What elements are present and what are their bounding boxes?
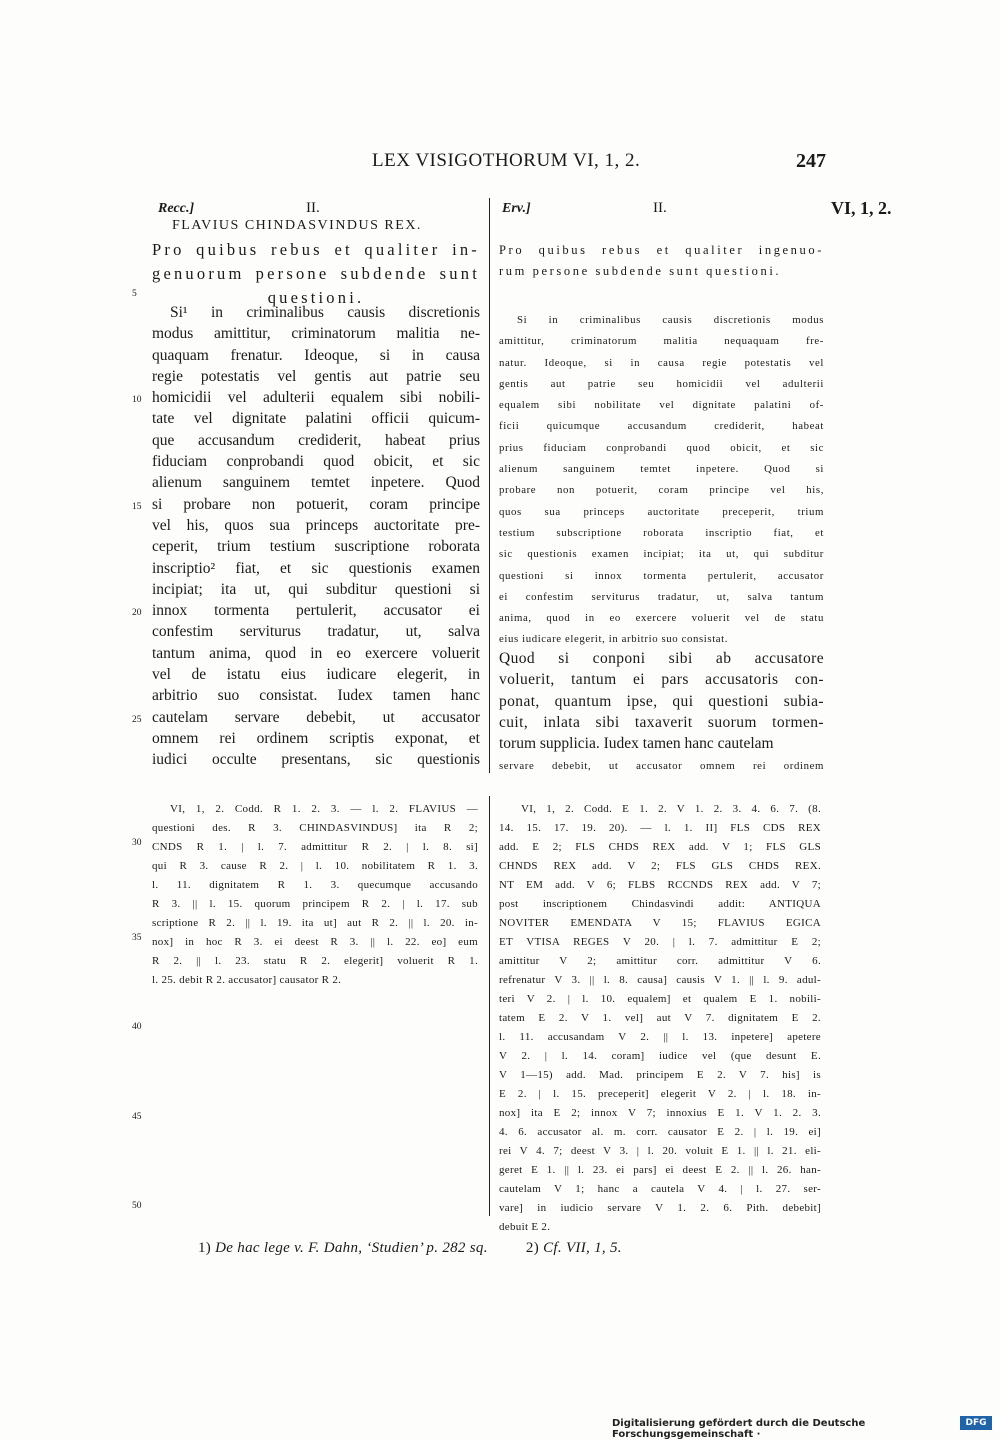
line-number: 25 (132, 715, 142, 725)
apparatus-line: tatem E 2. V 1. vel] aut V 7. dignitatem E 2. (499, 1012, 821, 1024)
text-line: homicidii vel adulterii equalem sibi nobili- (152, 389, 480, 407)
apparatus-line: amittitur V 2; amittitur corr. admittitur V 6. (499, 955, 821, 967)
body-text-left (152, 302, 480, 771)
column-divider (489, 198, 490, 773)
apparatus-line: CHNDS REX add. V 2; FLS GLS CHDS REX. (499, 860, 821, 872)
text-line: Quod si conponi sibi ab accusatore (499, 650, 824, 667)
apparatus-line: 14. 15. 17. 19. 20). — l. 1. II] FLS CDS REX (499, 822, 821, 834)
text-line: arbitrio suo consistat. Iudex tamen hanc (152, 687, 480, 705)
text-line: quaquam frenatur. Ideoque, si in causa (152, 346, 480, 364)
text-line: probare non potuerit, coram principe vel his, (499, 484, 824, 497)
text-line: alienum sanguinem temtet inpetere. Quod si (499, 463, 824, 476)
text-line: servare debebit, ut accusator omnem rei ordinem (499, 760, 824, 772)
apparatus-line: vare] in iudicio servare V 1. 2. 6. Pith. debebit] (499, 1202, 821, 1214)
title-line: Pro quibus rebus et qualiter in- (152, 240, 480, 259)
apparatus-line: R 3. || l. 15. quorum principem R 2. | l. 17. sub (152, 898, 478, 910)
running-title: LEX VISIGOTHORUM VI, 1, 2. (372, 150, 641, 171)
apparatus-line: add. E 2; FLS CHDS REX add. V 1; FLS GLS (499, 841, 821, 853)
text-line: fiduciam conprobandi quod obicit, et sic (152, 453, 480, 471)
text-line: testium subscriptione roborata inscriptio fiat, et (499, 526, 824, 539)
apparatus-line: V 2. | l. 14. coram] iudice vel (que desunt E. (499, 1050, 821, 1062)
text-line: tantum anima, quod in eo exercere voluerit (152, 644, 480, 662)
text-line: modus amittitur, criminatorum malitia ne- (152, 325, 480, 343)
apparatus-line: CNDS R 1. | l. 7. admittitur R 2. | l. 8. si] (152, 841, 478, 853)
footnote-marker: 2) (525, 1240, 540, 1256)
text-line: alienum sanguinem temtet inpetere. Quod (152, 474, 480, 492)
apparatus-line: l. 25. debit R 2. accusator] causator R 2. (152, 974, 342, 986)
text-line: innox tormenta pertulerit, accusator ei (152, 602, 480, 620)
apparatus-line: qui R 3. cause R 2. | l. 10. nobilitatem R 1. 3. (152, 860, 478, 872)
apparatus-line: teri V 2. | l. 10. equalem] et qualem E 1. nobili- (499, 993, 821, 1005)
text-line: anima, quod in eo exercere voluerit vel de statu (499, 612, 824, 625)
footnotes (198, 1240, 622, 1257)
text-line: quos sua princeps auctoritate preceperit, trium (499, 505, 824, 518)
recension-label-right: Erv.] (502, 201, 531, 216)
apparatus-line: E 2. | l. 15. preceperit] elegerit V 2. | l. 18. in- (499, 1088, 821, 1100)
title-line: rum persone subdende sunt questioni. (499, 264, 782, 278)
text-line: ei confestim serviturus tradatur, ut, salva tantum (499, 590, 824, 603)
text-line: ponat, quantum ipse, qui questioni subia- (499, 692, 824, 710)
apparatus-line: l. 11. accusandam V 2. || l. 13. inpetere] apetere (499, 1031, 821, 1043)
text-line: que accusandum crediderit, habeat prius (152, 431, 480, 449)
apparatus-line: questioni des. R 3. CHINDASVINDUS] ita R 2; (152, 822, 478, 834)
apparatus-line: ET VTISA REGES V 20. | l. 7. admittitur E 2; (499, 936, 821, 948)
apparatus-column-divider (489, 796, 490, 1216)
text-line: vel his, quos sua princeps auctoritate pre- (152, 516, 480, 534)
dfg-logo: DFG (960, 1416, 992, 1430)
law-number-left: II. (306, 200, 320, 216)
section-reference: VI, 1, 2. (831, 198, 892, 218)
apparatus-line: nox] ita E 2; innox V 7; innoxius E 1. V 1. 2. 3. (499, 1107, 821, 1119)
text-line: vel de istatu eius iudicare elegerit, in (152, 666, 480, 684)
recension-label-left: Recc.] (158, 201, 195, 216)
line-number: 45 (132, 1112, 142, 1122)
apparatus-line: 4. 6. accusator al. m. corr. causator E 2. | l. 19. ei] (499, 1126, 821, 1138)
apparatus-line: nox] in hoc R 3. ei deest R 3. || l. 22. eo] eum (152, 936, 478, 948)
text-line: ficii quicumque accusandum crediderit, habeat (499, 420, 824, 433)
line-number: 10 (132, 395, 142, 405)
apparatus-line: rei V 4. 7; deest V 3. | l. 20. voluit E 1. || l. 21. eli- (499, 1145, 821, 1157)
apparatus-line: V 1—15) add. Mad. principem E 2. V 7. his] is (499, 1069, 821, 1081)
text-line: torum supplicia. Iudex tamen hanc cautelam (499, 735, 774, 752)
text-line: cuit, inlata sibi taxaverit suorum tormen- (499, 713, 824, 731)
text-line: natur. Ideoque, si in causa regie potestatis vel (499, 356, 824, 369)
text-line: cautelam servare debebit, ut accusator (152, 708, 480, 726)
apparatus-line: scriptione R 2. || l. 19. ita ut] aut R 2. || l. 20. in- (152, 917, 478, 929)
king-name: FLAVIUS CHINDASVINDUS REX. (172, 218, 422, 233)
apparatus-line: NOVITER EMENDATA V 15; FLAVIUS EGICA (499, 917, 821, 929)
line-number: 40 (132, 1022, 142, 1032)
text-line: Si in criminalibus causis discretionis modus (517, 314, 824, 326)
text-line: incipiat; ita ut, qui subditur questioni si (152, 580, 480, 598)
text-line: regie potestatis vel gentis aut patrie seu (152, 367, 480, 385)
text-line: prius fiduciam conprobandi quod obicit, et sic (499, 441, 824, 454)
apparatus-line: R 2. || l. 23. statu R 2. elegerit] voluerit R 1. (152, 955, 478, 967)
text-line: gentis aut patrie seu homicidii vel adulterii (499, 377, 824, 390)
apparatus-line: geret E 1. || l. 23. ei pars] ei deest E 2. || l. 26. han- (499, 1164, 821, 1176)
text-line: sic questionis examen incipiat; ita ut, qui subditur (499, 548, 824, 561)
title-line: Pro quibus rebus et qualiter ingenuo- (499, 243, 824, 257)
critical-apparatus-left (152, 800, 478, 990)
body-text-right-small (499, 310, 824, 651)
footnote-marker: 1) (198, 1240, 212, 1256)
text-line: si probare non potuerit, coram principe (152, 495, 480, 513)
law-title-left (152, 238, 480, 310)
title-line: genuorum persone subdende sunt (152, 264, 480, 283)
body-text-right-large (499, 648, 824, 733)
title-line: questioni. (267, 288, 365, 307)
line-number: 20 (132, 608, 142, 618)
law-title-right (499, 240, 824, 282)
text-line: omnem rei ordinem scriptis exponat, et (152, 729, 480, 747)
mixed-line (499, 733, 824, 754)
line-number: 30 (132, 838, 142, 848)
footnote-text: De hac lege v. F. Dahn, ‘Studien’ p. 282 sq. (215, 1240, 488, 1256)
apparatus-line: refrenatur V 3. || l. 8. causa] causis V 1. || l. 9. adul- (499, 974, 821, 986)
text-line: confestim serviturus tradatur, ut, salva (152, 623, 480, 641)
text-line: equalem sibi nobilitate vel dignitate palatini of- (499, 399, 824, 412)
text-line: amittitur, criminatorum malitia nequaquam fre- (499, 335, 824, 348)
apparatus-line: VI, 1, 2. Codd. R 1. 2. 3. — l. 2. FLAVIUS — (170, 803, 478, 815)
text-line: tate vel dignitate palatini officii quicum- (152, 410, 480, 428)
line-number: 15 (132, 502, 142, 512)
footnote-text: Cf. VII, 1, 5. (543, 1240, 622, 1256)
line-number: 50 (132, 1201, 142, 1211)
text-line: voluerit, tantum ei pars accusatoris con- (499, 671, 824, 689)
line-number: 35 (132, 933, 142, 943)
page-number: 247 (796, 150, 826, 172)
critical-apparatus-right (499, 800, 821, 1237)
apparatus-line: post inscriptionem Chindasvindi addit: ANTIQUA (499, 898, 821, 910)
digitization-credit: Digitalisierung gefördert durch die Deutsche Forschungsgemeinschaft · (612, 1418, 866, 1440)
apparatus-line: VI, 1, 2. Codd. E 1. 2. V 1. 2. 3. 4. 6. 7. (8. (521, 803, 821, 815)
body-text-right-tail (499, 756, 824, 777)
text-line: Si¹ in criminalibus causis discretionis (170, 304, 480, 321)
text-line: eius iudicare elegerit, in arbitrio suo consistat. (499, 633, 729, 646)
text-line: ceperit, trium testium suscriptione roborata (152, 538, 480, 556)
text-line: iudici occulte presentans, sic questionis (152, 751, 480, 769)
text-line: questioni si innox tormenta pertulerit, accusator (499, 569, 824, 582)
law-number-right: II. (653, 200, 667, 216)
apparatus-line: NT EM add. V 6; FLBS RCCNDS REX add. V 7; (499, 879, 821, 891)
apparatus-line: l. 11. dignitatem R 1. 3. quecumque accusando (152, 879, 478, 891)
line-number: 5 (132, 289, 137, 299)
apparatus-line: cautelam V 1; hanc a cautela V 4. | l. 27. ser- (499, 1183, 821, 1195)
apparatus-line: debuit E 2. (499, 1221, 551, 1233)
text-line: inscriptio² fiat, et sic questionis examen (152, 559, 480, 577)
